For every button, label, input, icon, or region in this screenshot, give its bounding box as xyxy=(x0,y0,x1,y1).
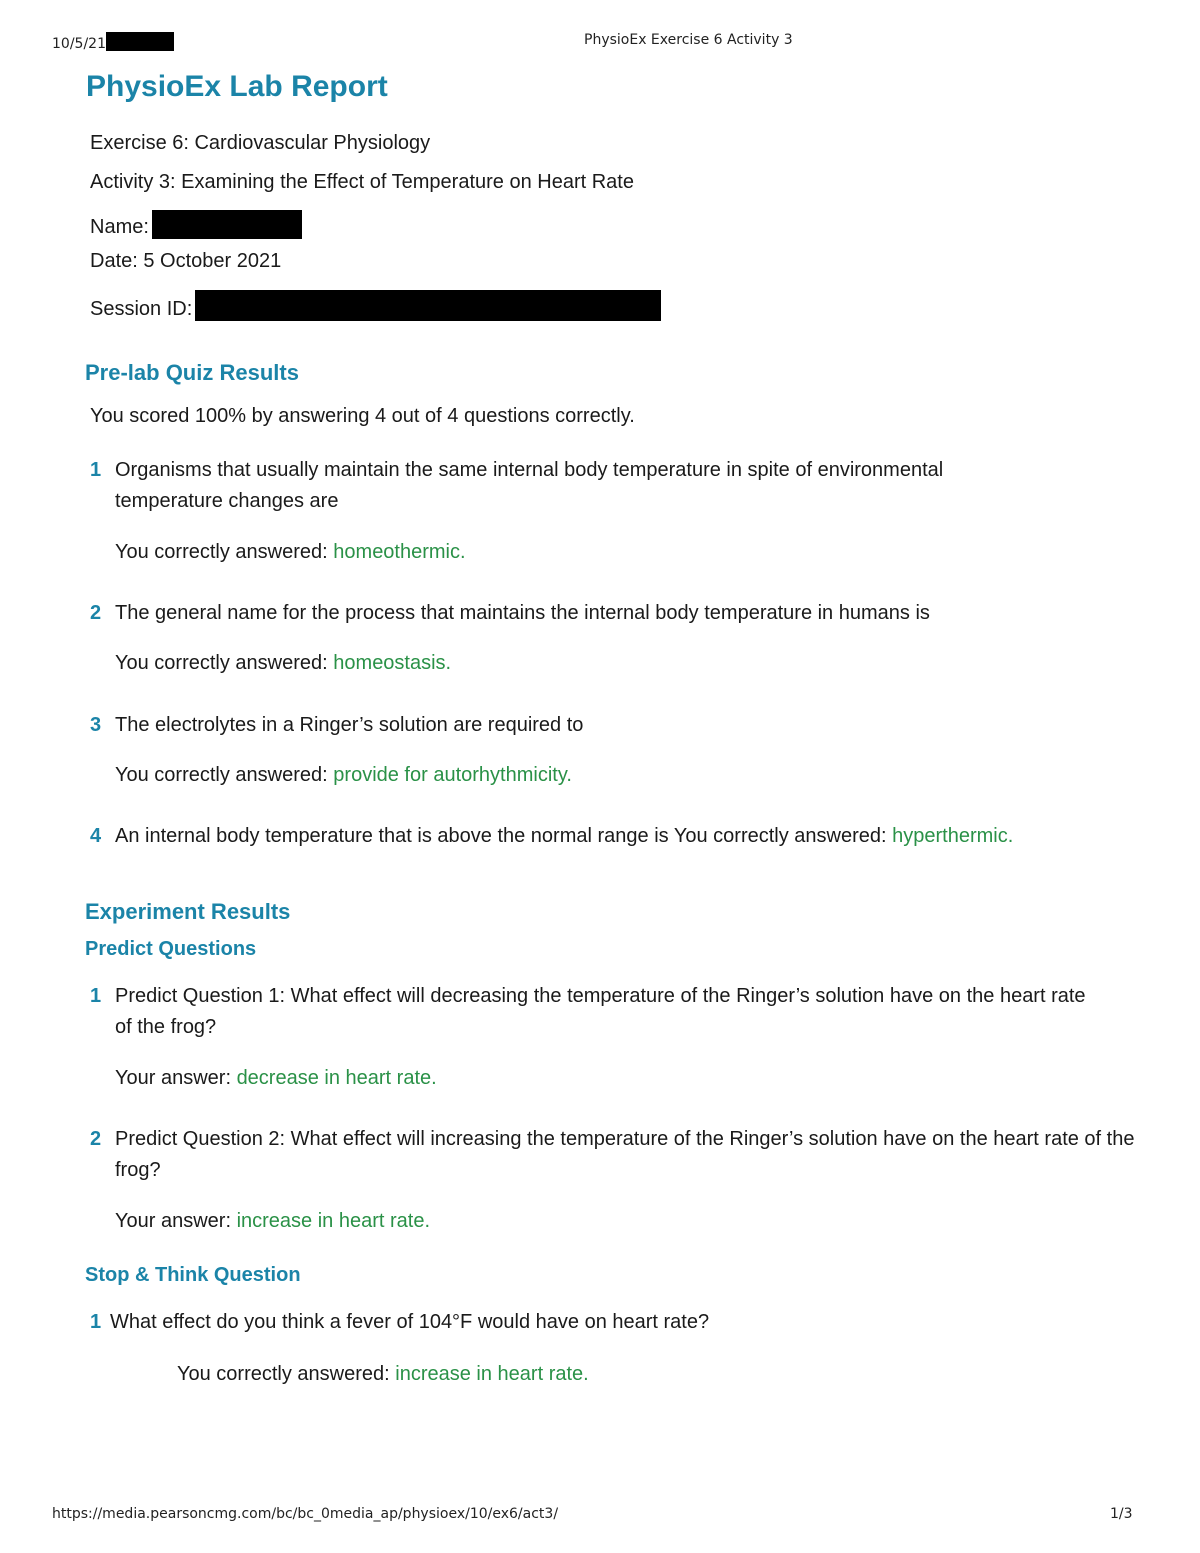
date-line: Date: 5 October 2021 xyxy=(90,250,282,272)
exercise-line: Exercise 6: Cardiovascular Physiology xyxy=(90,132,431,154)
stop-q1-answer xyxy=(177,1363,589,1386)
prelab-score: You scored 100% by answering 4 out of 4 questions correctly. xyxy=(90,405,635,427)
prelab-q2-number xyxy=(90,602,101,625)
answer-prefix: You correctly answered: xyxy=(115,541,328,563)
question-number: 1 xyxy=(90,1311,102,1333)
question-number: 4 xyxy=(90,825,102,847)
prelab-q4-number xyxy=(90,825,101,848)
predict-q2-answer xyxy=(115,1210,430,1233)
report-title: PhysioEx Lab Report xyxy=(86,70,388,103)
question-number: 2 xyxy=(90,1128,102,1150)
print-footer-page: 1/3 xyxy=(1110,1506,1133,1522)
predict-q2-number xyxy=(90,1128,101,1151)
answer-value: homeothermic. xyxy=(333,541,466,563)
prelab-q3-number xyxy=(90,714,101,737)
print-footer-url: https://media.pearsoncmg.com/bc/bc_0media_ap/physioex/10/ex6/act3/ xyxy=(52,1506,559,1522)
prelab-q3-answer xyxy=(115,764,572,787)
answer-value: hyperthermic. xyxy=(892,825,1014,847)
stop-think-heading: Stop & Think Question xyxy=(85,1264,301,1286)
answer-prefix: You correctly answered: xyxy=(115,652,328,674)
predict-heading: Predict Questions xyxy=(85,938,257,960)
question-number: 2 xyxy=(90,602,102,624)
predict-q1-answer xyxy=(115,1067,437,1090)
prelab-q3-text: The electrolytes in a Ringer’s solution are required to xyxy=(115,714,584,736)
answer-prefix: You correctly answered: xyxy=(673,825,887,847)
session-label: Session ID: xyxy=(90,298,193,320)
predict-q2-text: Predict Question 2: What effect will increasing the temperature of the Ringer’s solution have on the heart rate of the frog? xyxy=(115,1128,1135,1181)
redaction-bar xyxy=(106,32,174,51)
answer-prefix: Your answer: xyxy=(115,1210,231,1232)
predict-q1-number xyxy=(90,985,101,1008)
name-line xyxy=(90,210,302,239)
predict-q1-text: Predict Question 1: What effect will decreasing the temperature of the Ringer’s solution have on the heart rate of the frog? xyxy=(115,985,1086,1038)
session-line xyxy=(90,290,661,321)
answer-value: increase in heart rate. xyxy=(236,1210,430,1232)
question-number: 1 xyxy=(90,459,102,481)
answer-prefix: You correctly answered: xyxy=(115,764,328,786)
prelab-q1-answer xyxy=(115,541,466,564)
stop-q1-number xyxy=(90,1311,101,1334)
question-number: 3 xyxy=(90,714,102,736)
name-label: Name: xyxy=(90,216,149,238)
prelab-q1-number xyxy=(90,459,101,482)
question-number: 1 xyxy=(90,985,102,1007)
experiment-heading: Experiment Results xyxy=(85,899,291,924)
answer-value: provide for autorhythmicity. xyxy=(333,764,572,786)
prelab-q2-text: The general name for the process that maintains the internal body temperature in humans is xyxy=(115,602,930,624)
print-header-date: 10/5/21 xyxy=(52,36,106,52)
question-text: An internal body temperature that is above the normal range is xyxy=(115,825,669,847)
print-header-title: PhysioEx Exercise 6 Activity 3 xyxy=(584,32,793,48)
name-redaction xyxy=(152,210,302,239)
prelab-q1-text: Organisms that usually maintain the same internal body temperature in spite of environmental temperature changes are xyxy=(115,459,944,512)
session-redaction xyxy=(195,290,661,321)
answer-value: increase in heart rate. xyxy=(395,1363,589,1385)
activity-line: Activity 3: Examining the Effect of Temperature on Heart Rate xyxy=(90,171,634,193)
answer-value: homeostasis. xyxy=(333,652,452,674)
stop-q1-text: What effect do you think a fever of 104°F would have on heart rate? xyxy=(110,1311,710,1333)
prelab-q4-line xyxy=(115,825,1013,848)
answer-value: decrease in heart rate. xyxy=(236,1067,437,1089)
prelab-q2-answer xyxy=(115,652,451,675)
print-header-date-wrap xyxy=(52,32,174,52)
prelab-heading: Pre-lab Quiz Results xyxy=(85,360,299,385)
answer-prefix: You correctly answered: xyxy=(177,1363,390,1385)
answer-prefix: Your answer: xyxy=(115,1067,231,1089)
